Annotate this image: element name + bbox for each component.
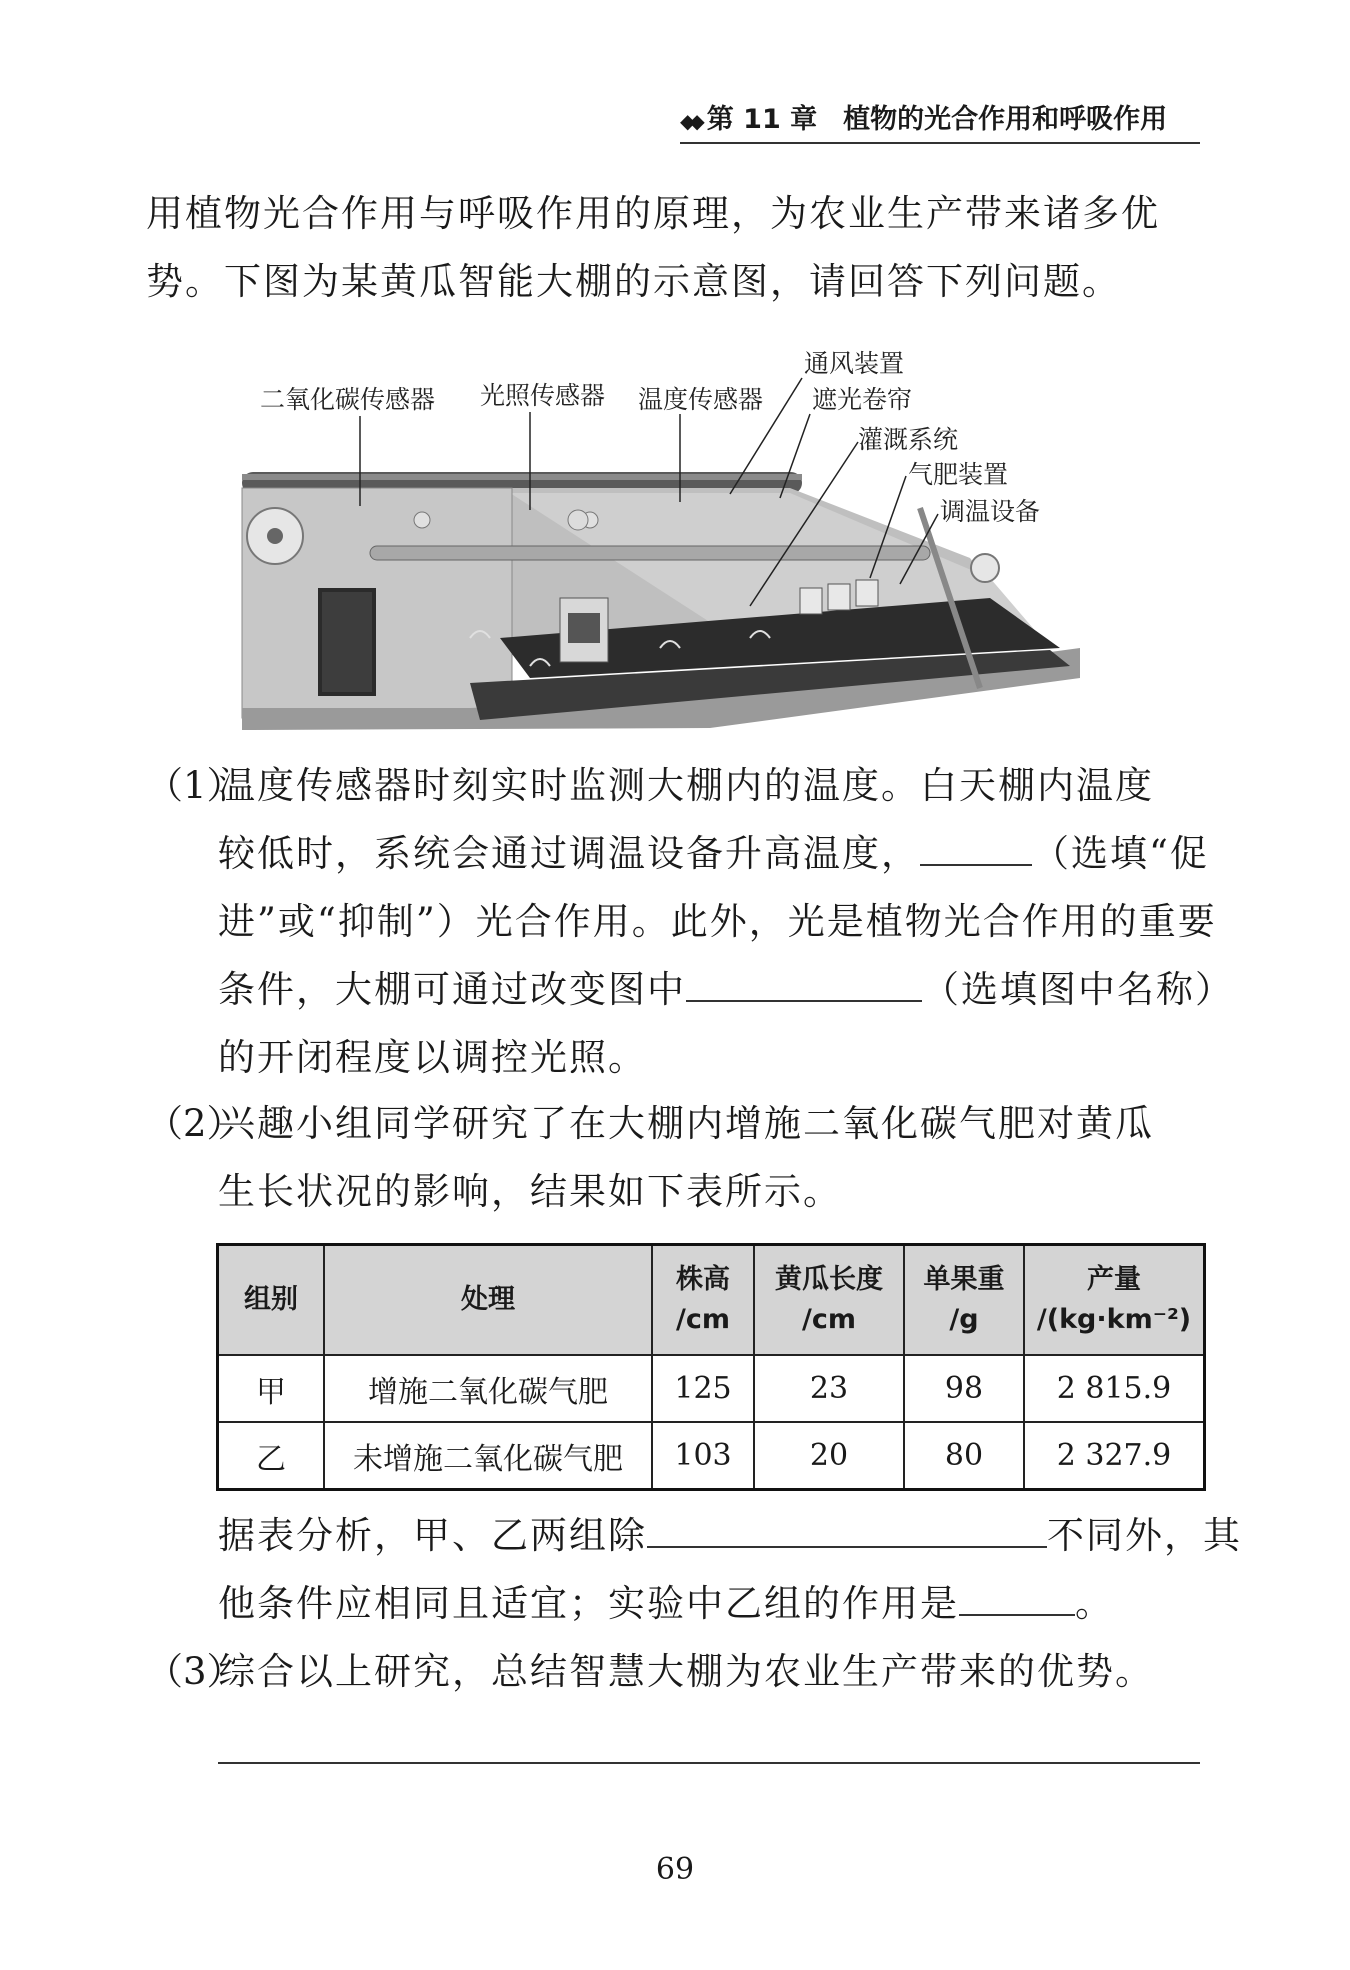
cell-treatment: 未增施二氧化碳气肥 <box>324 1422 652 1490</box>
label-light-sensor: 光照传感器 <box>480 381 606 410</box>
intro-line-2: 势。下图为某黄瓜智能大棚的示意图，请回答下列问题。 <box>146 260 1121 303</box>
chapter-header <box>680 100 1200 144</box>
q1-line-4: 条件，大棚可通过改变图中 （选填图中名称） <box>218 956 1234 1024</box>
col-header-yield: 产量 /(kg·km⁻²) <box>1024 1245 1205 1356</box>
question-3-number: （3） <box>146 1650 244 1693</box>
q3-line-1: 综合以上研究，总结智慧大棚为农业生产带来的优势。 <box>218 1650 1154 1693</box>
results-table <box>216 1243 1206 1491</box>
table-header-row <box>218 1245 1205 1356</box>
intro-line-1: 用植物光合作用与呼吸作用的原理，为农业生产带来诸多优 <box>146 192 1160 235</box>
label-gas-fertilizer: 气肥装置 <box>908 460 1009 489</box>
label-ventilation: 通风装置 <box>804 349 905 378</box>
cell-weight: 80 <box>904 1422 1024 1490</box>
cell-group: 乙 <box>218 1422 325 1490</box>
q2-answer-blank-2[interactable] <box>959 1578 1075 1616</box>
chapter-number: 第 11 章 <box>706 104 818 135</box>
q1-line-1: 温度传感器时刻实时监测大棚内的温度。白天棚内温度 <box>218 764 1154 807</box>
table-row <box>218 1422 1205 1490</box>
cell-weight: 98 <box>904 1355 1024 1422</box>
question-2-number: （2） <box>146 1102 244 1145</box>
page-number: 69 <box>655 1852 695 1887</box>
chapter-title: 植物的光合作用和呼吸作用 <box>843 104 1168 135</box>
label-irrigation: 灌溉系统 <box>858 425 959 454</box>
cell-length: 20 <box>754 1422 904 1490</box>
cell-group: 甲 <box>218 1355 325 1422</box>
cell-height: 125 <box>652 1355 754 1422</box>
col-header-height: 株高 /cm <box>652 1245 754 1356</box>
q1-answer-blank-1[interactable] <box>920 828 1032 866</box>
q2-answer-blank-1[interactable] <box>647 1510 1047 1548</box>
q1-answer-blank-2[interactable] <box>686 964 922 1002</box>
q2-line-2: 生长状况的影响，结果如下表所示。 <box>218 1170 842 1213</box>
q2-after-line-1: 据表分析，甲、乙两组除 不同外，其 <box>218 1502 1242 1570</box>
label-co2-sensor: 二氧化碳传感器 <box>260 385 436 414</box>
cell-length: 23 <box>754 1355 904 1422</box>
q1-line-3: 进”或“抑制”）光合作用。此外，光是植物光合作用的重要 <box>218 900 1217 943</box>
col-header-group: 组别 <box>218 1245 325 1356</box>
cell-yield: 2 815.9 <box>1024 1355 1205 1422</box>
q3-answer-line[interactable] <box>218 1762 1200 1764</box>
cell-yield: 2 327.9 <box>1024 1422 1205 1490</box>
q2-after-line-2: 他条件应相同且适宜；实验中乙组的作用是 。 <box>218 1570 1114 1638</box>
q1-line-5: 的开闭程度以调控光照。 <box>218 1036 647 1079</box>
label-temp-sensor: 温度传感器 <box>638 385 764 414</box>
col-header-weight: 单果重 /g <box>904 1245 1024 1356</box>
question-1-number: （1） <box>146 764 244 807</box>
col-header-treatment: 处理 <box>324 1245 652 1356</box>
q1-line-2: 较低时，系统会通过调温设备升高温度， （选填“促 <box>218 820 1209 888</box>
label-temp-control: 调温设备 <box>940 497 1041 526</box>
diamond-icon: ◆◆ <box>680 109 699 133</box>
table-row <box>218 1355 1205 1422</box>
label-shade-curtain: 遮光卷帘 <box>812 385 913 414</box>
cell-height: 103 <box>652 1422 754 1490</box>
greenhouse-figure <box>230 348 1080 730</box>
col-header-length: 黄瓜长度 /cm <box>754 1245 904 1356</box>
q2-line-1: 兴趣小组同学研究了在大棚内增施二氧化碳气肥对黄瓜 <box>218 1102 1154 1145</box>
cell-treatment: 增施二氧化碳气肥 <box>324 1355 652 1422</box>
